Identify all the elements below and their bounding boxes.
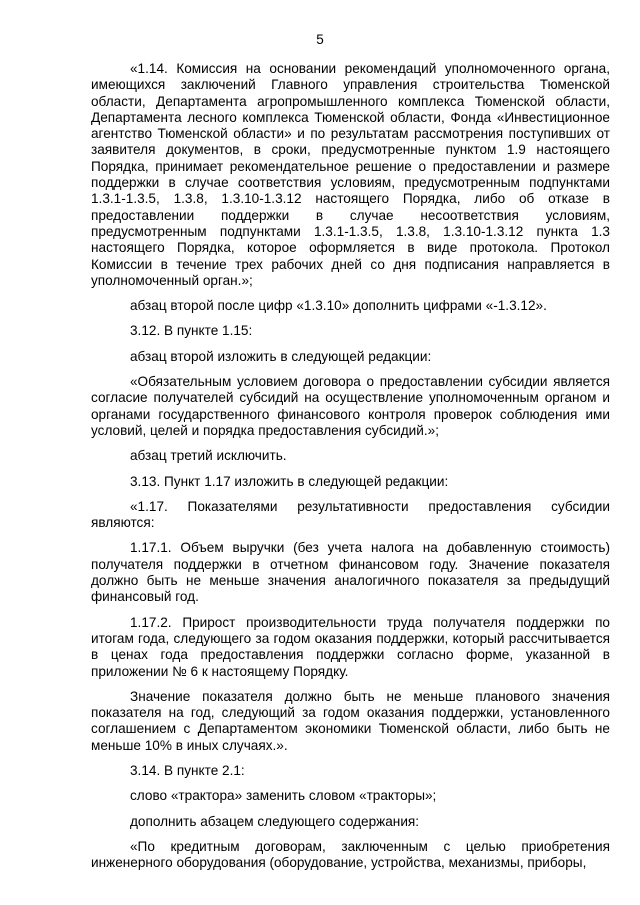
paragraph-abzac-vtoroy-1-3-10: абзац второй после цифр «1.3.10» дополнить цифрами «-1.3.12». bbox=[130, 298, 547, 314]
document-body bbox=[91, 61, 610, 871]
paragraph-3-13: 3.13. Пункт 1.17 изложить в следующей редакции: bbox=[130, 473, 449, 489]
paragraph-abzac-tretiy: абзац третий исключить. bbox=[130, 448, 287, 464]
paragraph-1-14: «1.14. Комиссия на основании рекомендаций уполномоченного органа, имеющихся заключений Главного управления строительства Тюменской области, Департамента агропромышленного комплекса Тюменской области, Департамента лесного комплекса Тюменской области, Фонда «Инвестиционное агентство Тюменской области» и по результатам рассмотрения поступивших от заявителя документов, в сроки, предусмотренные пунктом 1.9 настоящего Порядка, принимает рекомендательное решение о предоставлении и размере поддержки в случае соответствия условиям, предусмотренным подпунктами 1.3.1-1.3.5, 1.3.8, 1.3.10-1.3.12 настоящего Порядка, либо об отказе в предоставлении поддержки в случае несоответствия условиям, предусмотренным подпунктами 1.3.1-1.3.5, 1.3.8, 1.3.10-1.3.12 пункта 1.3 настоящего Порядка, которое оформляется в виде протокола. Протокол Комиссии в течение трех рабочих дней со дня подписания направляется в уполномоченный орган.»; bbox=[91, 61, 610, 288]
paragraph-slovo-traktora: слово «трактора» заменить словом «тракторы»; bbox=[130, 788, 437, 804]
paragraph-3-12: 3.12. В пункте 1.15: bbox=[130, 323, 253, 339]
page-number: 5 bbox=[316, 32, 324, 47]
paragraph-po-kreditnym-dogovoram: «По кредитным договорам, заключенным с целью приобретения инженерного оборудования (оборудование, устройства, механизмы, приборы, bbox=[91, 838, 610, 871]
paragraph-3-14: 3.14. В пункте 2.1: bbox=[130, 762, 245, 778]
paragraph-abzac-vtoroy-redakciya: абзац второй изложить в следующей редакции: bbox=[130, 348, 432, 364]
paragraph-1-17-1: 1.17.1. Объем выручки (без учета налога на добавленную стоимость) получателя поддержки в отчетном финансовом году. Значение показателя должно быть не меньше значения аналогичного показателя за предыдущий финансовый год. bbox=[91, 540, 610, 605]
paragraph-1-17: «1.17. Показателями результативности предоставления субсидии являются: bbox=[91, 498, 610, 531]
paragraph-1-17-2: 1.17.2. Прирост производительности труда получателя поддержки по итогам года, следующего за годом оказания поддержки, который рассчитывается в ценах года предоставления поддержки согласно форме, указанной в приложении № 6 к настоящему Порядку. bbox=[91, 614, 610, 679]
paragraph-znachenie-pokazatelya: Значение показателя должно быть не меньше планового значения показателя на год, следующий за годом оказания поддержки, установленного соглашением с Департаментом экономики Тюменской области, либо быть не меньше 10% в иных случаях.». bbox=[91, 688, 610, 753]
paragraph-dopolnit-abzacem: дополнить абзацем следующего содержания: bbox=[130, 813, 420, 829]
paragraph-obyazatelnym-usloviem: «Обязательным условием договора о предоставлении субсидии является согласие получателей субсидий на осуществление уполномоченным органом и органами государственного финансового контроля проверок соблюдения ими условий, целей и порядка предоставления субсидий.»; bbox=[91, 374, 610, 438]
